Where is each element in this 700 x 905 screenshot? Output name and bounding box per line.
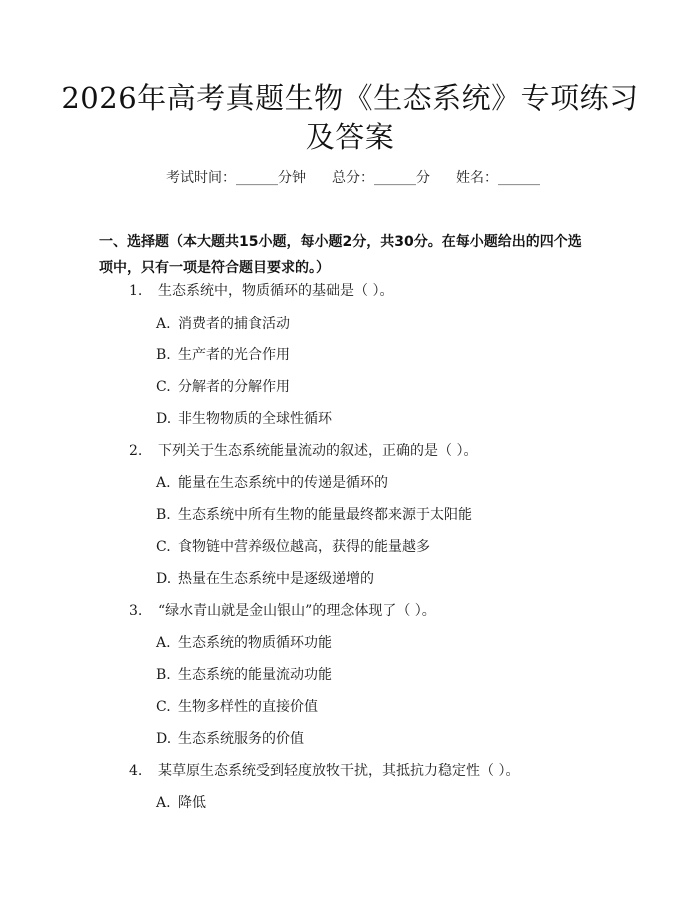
- question-4: [129, 761, 629, 781]
- time-unit: 分钟: [278, 170, 306, 186]
- question-number: 2.: [129, 443, 143, 459]
- question-1-option-b: [156, 345, 616, 365]
- option-text: 热量在生态系统中是逐级递增的: [178, 571, 374, 587]
- question-1-option-a: [156, 314, 616, 334]
- question-3-option-b: [156, 665, 616, 685]
- question-text: “绿水青山就是金山银山”的理念体现了（ ）。: [158, 603, 436, 619]
- option-letter: D.: [156, 731, 172, 747]
- score-blank: ______: [374, 170, 416, 186]
- option-letter: B.: [156, 507, 171, 523]
- option-text: 生态系统中所有生物的能量最终都来源于太阳能: [178, 507, 472, 523]
- document-title-continued: 及答案: [305, 120, 395, 154]
- name-label: 姓名：: [456, 170, 498, 186]
- document-title: 2026年高考真题生物《生态系统》专项练习: [61, 81, 639, 115]
- time-blank: ______: [236, 170, 278, 186]
- question-1: [129, 281, 629, 301]
- option-letter: A.: [156, 475, 171, 491]
- option-text: 能量在生态系统中的传递是循环的: [178, 475, 388, 491]
- question-2-option-c: [156, 537, 616, 557]
- option-text: 分解者的分解作用: [178, 379, 290, 395]
- option-letter: C.: [156, 379, 171, 395]
- question-number: 3.: [129, 603, 143, 619]
- question-2-option-b: [156, 505, 616, 525]
- option-text: 生物多样性的直接价值: [178, 699, 318, 715]
- name-blank: ______: [498, 170, 540, 186]
- option-text: 生态系统的能量流动功能: [178, 667, 332, 683]
- section-heading: 一、选择题（本大题共15小题，每小题2分，共30分。在每小题给出的四个选: [99, 234, 582, 250]
- question-3: [129, 601, 629, 621]
- option-text: 生态系统的物质循环功能: [178, 635, 332, 651]
- option-text: 非生物物质的全球性循环: [178, 411, 332, 427]
- option-text: 生产者的光合作用: [178, 347, 290, 363]
- question-3-option-d: [156, 729, 616, 749]
- option-text: 降低: [178, 795, 206, 811]
- score-unit: 分: [416, 170, 430, 186]
- time-label: 考试时间：: [166, 170, 236, 186]
- option-letter: A.: [156, 635, 171, 651]
- exam-info-line: [166, 168, 540, 188]
- option-letter: D.: [156, 571, 172, 587]
- question-3-option-c: [156, 697, 616, 717]
- option-text: 生态系统服务的价值: [178, 731, 304, 747]
- question-text: 下列关于生态系统能量流动的叙述，正确的是（ ）。: [158, 443, 478, 459]
- question-number: 1.: [129, 283, 143, 299]
- option-letter: A.: [156, 316, 171, 332]
- question-number: 4.: [129, 763, 143, 779]
- question-2-option-d: [156, 569, 616, 589]
- section-heading-continued: 项中，只有一项是符合题目要求的。）: [99, 260, 330, 276]
- question-2-option-a: [156, 473, 616, 493]
- option-letter: B.: [156, 667, 171, 683]
- question-3-option-a: [156, 633, 616, 653]
- question-text: 生态系统中，物质循环的基础是（ ）。: [158, 283, 394, 299]
- option-letter: D.: [156, 411, 172, 427]
- option-text: 食物链中营养级位越高，获得的能量越多: [178, 539, 430, 555]
- question-text: 某草原生态系统受到轻度放牧干扰，其抵抗力稳定性（ ）。: [158, 763, 520, 779]
- option-letter: B.: [156, 347, 171, 363]
- question-1-option-d: [156, 409, 616, 429]
- option-letter: A.: [156, 795, 171, 811]
- option-letter: C.: [156, 539, 171, 555]
- question-4-option-a: [156, 793, 616, 813]
- question-1-option-c: [156, 377, 616, 397]
- question-2: [129, 441, 629, 461]
- score-label: 总分：: [332, 170, 374, 186]
- option-letter: C.: [156, 699, 171, 715]
- option-text: 消费者的捕食活动: [178, 316, 290, 332]
